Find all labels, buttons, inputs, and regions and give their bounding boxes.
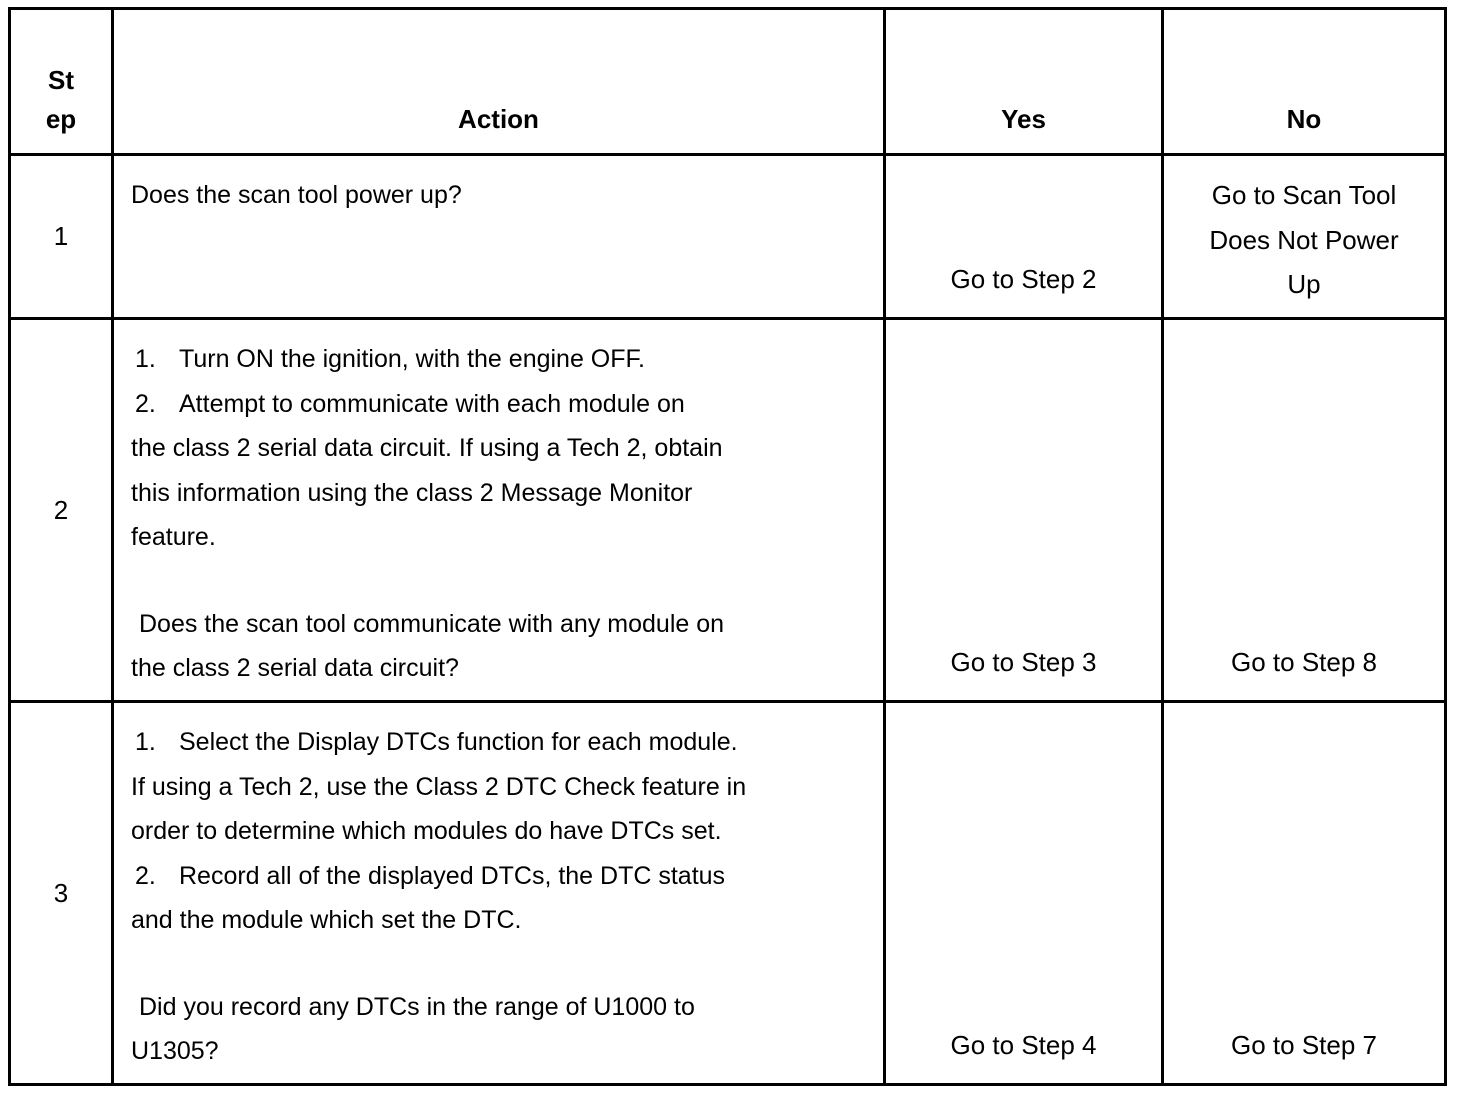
step-number: 1 xyxy=(53,221,69,251)
step-number: 2 xyxy=(53,494,69,525)
step-cell xyxy=(10,155,113,319)
step-cell xyxy=(10,702,113,1085)
action-item-number: 2. xyxy=(135,861,156,890)
action-item xyxy=(131,854,883,899)
action-item-number: 1. xyxy=(135,728,156,756)
no-cell xyxy=(1163,155,1446,319)
action-question: Does the scan tool communicate with any module on xyxy=(139,609,725,638)
header-step xyxy=(10,9,113,155)
table-header-row xyxy=(10,9,1446,155)
action-item-continued: order to determine which modules do have DTCs set. xyxy=(131,817,722,845)
no-result-line: Up xyxy=(1287,269,1321,299)
action-item-number: 2. xyxy=(135,389,156,418)
no-cell xyxy=(1163,702,1446,1085)
action-item xyxy=(131,720,883,765)
yes-cell xyxy=(885,319,1163,702)
no-result: Go to Step 7 xyxy=(1231,1029,1377,1060)
no-result: Go to Step 8 xyxy=(1231,646,1377,677)
header-yes-label: Yes xyxy=(1001,104,1046,134)
step-number: 3 xyxy=(53,877,69,908)
action-item-text: Select the Display DTCs function for each module. xyxy=(179,728,738,756)
step-cell xyxy=(10,319,113,702)
header-action-label: Action xyxy=(458,104,539,134)
yes-cell xyxy=(885,702,1163,1085)
action-item-continued: If using a Tech 2, use the Class 2 DTC Check feature in xyxy=(131,772,747,801)
action-question: the class 2 serial data circuit? xyxy=(131,654,459,682)
action-item-text: Attempt to communicate with each module on xyxy=(179,389,685,418)
no-cell xyxy=(1163,319,1446,702)
table-row xyxy=(10,155,1446,319)
table-row xyxy=(10,319,1446,702)
header-step-line1: St xyxy=(48,65,74,95)
action-item xyxy=(131,337,883,382)
yes-cell xyxy=(885,155,1163,319)
header-step-line2: ep xyxy=(45,104,77,134)
action-question: U1305? xyxy=(131,1037,219,1065)
no-result xyxy=(1164,173,1444,307)
no-result-line: Does Not Power xyxy=(1209,224,1399,255)
header-yes xyxy=(885,9,1163,155)
header-no-label: No xyxy=(1286,104,1322,134)
yes-result: Go to Step 4 xyxy=(950,1029,1097,1060)
action-item-continued: feature. xyxy=(131,523,216,551)
yes-result: Go to Step 3 xyxy=(950,646,1097,677)
action-cell xyxy=(113,319,885,702)
action-question: Does the scan tool power up? xyxy=(131,181,462,209)
no-result-line: Go to Scan Tool xyxy=(1211,180,1397,210)
header-action xyxy=(113,9,885,155)
action-item-number: 1. xyxy=(135,345,156,373)
header-no xyxy=(1163,9,1446,155)
action-cell xyxy=(113,155,885,319)
action-item-continued: and the module which set the DTC. xyxy=(131,906,522,934)
action-item-continued: this information using the class 2 Message Monitor xyxy=(131,478,693,507)
action-item-text: Turn ON the ignition, with the engine OFF. xyxy=(179,345,645,373)
action-cell xyxy=(113,702,885,1085)
table-row xyxy=(10,702,1446,1085)
action-item-continued: the class 2 serial data circuit. If using a Tech 2, obtain xyxy=(131,434,723,462)
action-item-text: Record all of the displayed DTCs, the DTC status xyxy=(179,861,726,890)
yes-result: Go to Step 2 xyxy=(950,263,1097,294)
diagnostic-table xyxy=(8,7,1447,1086)
action-question: Did you record any DTCs in the range of U1000 to xyxy=(139,992,695,1021)
action-item xyxy=(131,382,883,427)
